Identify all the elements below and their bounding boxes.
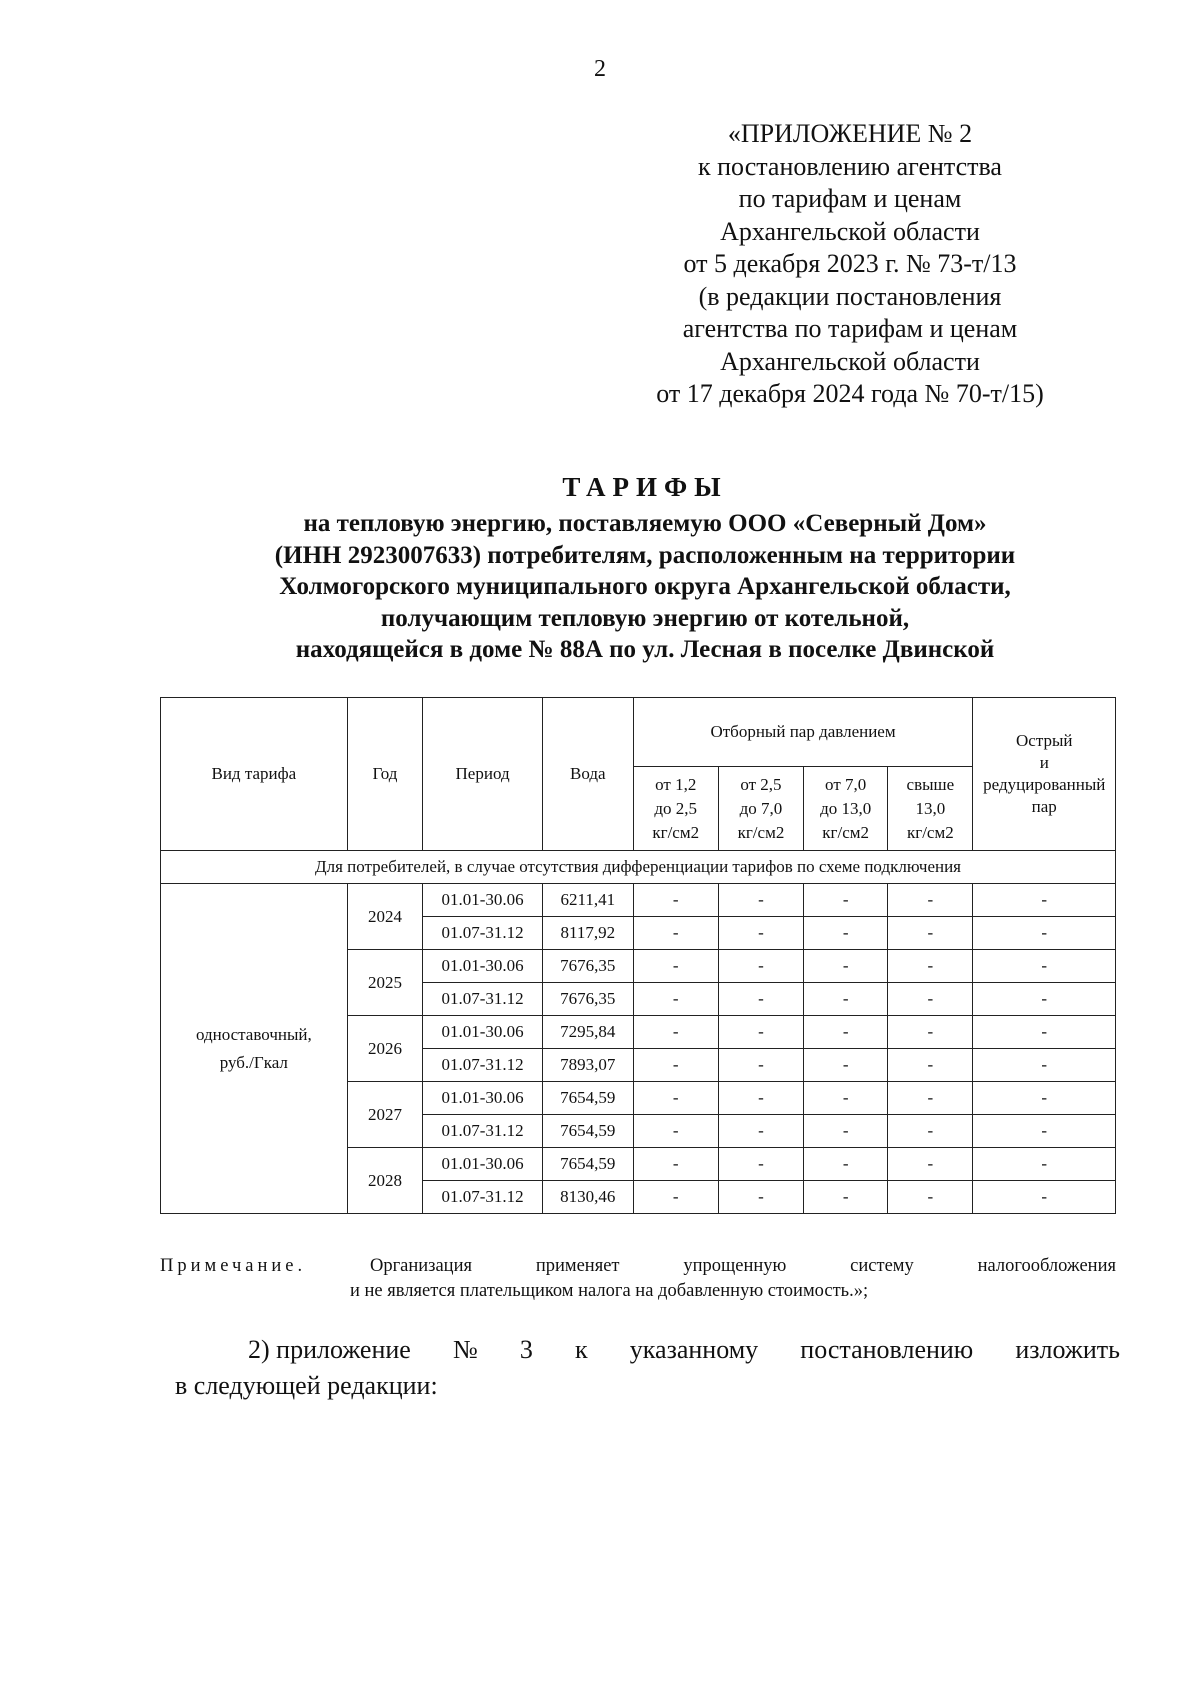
appendix-line: от 17 декабря 2024 года № 70-т/15) bbox=[656, 379, 1044, 408]
appendix-line: от 5 декабря 2023 г. № 73-т/13 bbox=[683, 249, 1017, 278]
header-steam-range-3 bbox=[804, 767, 888, 851]
steam-cell: - bbox=[888, 1181, 973, 1214]
appendix-line: к постановлению агентства bbox=[698, 151, 1002, 181]
header-tariff-type: Вид тарифа bbox=[161, 698, 348, 851]
item-word: к bbox=[575, 1335, 588, 1364]
sharp-steam-cell: - bbox=[973, 1115, 1116, 1148]
steam-cell: - bbox=[888, 1082, 973, 1115]
steam-cell: - bbox=[888, 884, 973, 917]
note-word: упрощенную bbox=[683, 1256, 787, 1276]
water-cell: 8130,46 bbox=[542, 1181, 633, 1214]
header-sharp-line: редуцированный bbox=[983, 775, 1106, 794]
subtitle-line: Холмогорского муниципального округа Архангельской области, bbox=[279, 573, 1011, 600]
page-number: 2 bbox=[594, 56, 606, 82]
steam-cell: - bbox=[633, 884, 718, 917]
appendix-header bbox=[620, 118, 1080, 411]
range-line: кг/см2 bbox=[652, 822, 700, 842]
year-cell: 2028 bbox=[347, 1148, 423, 1214]
period-cell: 01.07-31.12 bbox=[423, 1181, 543, 1214]
sharp-steam-cell: - bbox=[973, 1148, 1116, 1181]
steam-cell: - bbox=[804, 1181, 888, 1214]
subtitle-line: находящейся в доме № 88А по ул. Лесная в поселке Двинской bbox=[295, 636, 995, 663]
sharp-steam-cell: - bbox=[973, 1016, 1116, 1049]
item-paragraph bbox=[175, 1332, 1120, 1404]
tariff-type-cell bbox=[161, 884, 348, 1214]
section-label: Для потребителей, в случае отсутствия дифференциации тарифов по схеме подключения bbox=[161, 851, 1116, 884]
steam-cell: - bbox=[804, 884, 888, 917]
steam-cell: - bbox=[888, 983, 973, 1016]
steam-cell: - bbox=[633, 1148, 718, 1181]
subtitle-line: на тепловую энергию, поставляемую ООО «Северный Дом» bbox=[303, 510, 987, 537]
header-sharp-line: Острый bbox=[1016, 731, 1073, 750]
steam-cell: - bbox=[888, 917, 973, 950]
sharp-steam-cell: - bbox=[973, 1181, 1116, 1214]
steam-cell: - bbox=[718, 1016, 803, 1049]
item-word: № bbox=[452, 1335, 478, 1364]
steam-cell: - bbox=[804, 1049, 888, 1082]
range-line: до 2,5 bbox=[654, 798, 698, 818]
water-cell: 6211,41 bbox=[542, 884, 633, 917]
range-line: кг/см2 bbox=[906, 822, 954, 842]
period-cell: 01.07-31.12 bbox=[423, 1115, 543, 1148]
header-steam-range-2 bbox=[718, 767, 803, 851]
water-cell: 7893,07 bbox=[542, 1049, 633, 1082]
steam-cell: - bbox=[633, 1115, 718, 1148]
note-label: Примечание. bbox=[160, 1256, 307, 1276]
range-line: от 2,5 bbox=[740, 774, 782, 794]
water-cell: 7654,59 bbox=[542, 1115, 633, 1148]
period-cell: 01.01-30.06 bbox=[423, 884, 543, 917]
tariff-type-line: руб./Гкал bbox=[219, 1052, 288, 1072]
header-steam: Отборный пар давлением bbox=[633, 698, 973, 767]
steam-cell: - bbox=[633, 917, 718, 950]
water-cell: 7654,59 bbox=[542, 1082, 633, 1115]
water-cell: 7676,35 bbox=[542, 983, 633, 1016]
steam-cell: - bbox=[633, 983, 718, 1016]
steam-cell: - bbox=[804, 1115, 888, 1148]
steam-cell: - bbox=[804, 983, 888, 1016]
steam-cell: - bbox=[633, 1049, 718, 1082]
header-period: Период bbox=[423, 698, 543, 851]
note-word: применяет bbox=[535, 1256, 620, 1276]
range-line: 13,0 bbox=[915, 798, 946, 818]
steam-cell: - bbox=[718, 1049, 803, 1082]
document-subtitle bbox=[150, 508, 1140, 666]
period-cell: 01.01-30.06 bbox=[423, 950, 543, 983]
subtitle-line: (ИНН 2923007633) потребителям, расположенным на территории bbox=[274, 541, 1016, 569]
water-cell: 7295,84 bbox=[542, 1016, 633, 1049]
note-word: Организация bbox=[369, 1256, 472, 1276]
range-line: свыше bbox=[906, 774, 955, 794]
steam-cell: - bbox=[633, 950, 718, 983]
period-cell: 01.01-30.06 bbox=[423, 1082, 543, 1115]
range-line: до 7,0 bbox=[739, 798, 783, 818]
steam-cell: - bbox=[718, 917, 803, 950]
steam-cell: - bbox=[804, 1148, 888, 1181]
header-sharp-line: пар bbox=[1031, 797, 1057, 816]
steam-cell: - bbox=[718, 884, 803, 917]
sharp-steam-cell: - bbox=[973, 1082, 1116, 1115]
document-title: ТАРИФЫ bbox=[562, 472, 728, 502]
steam-cell: - bbox=[633, 1016, 718, 1049]
header-sharp-steam bbox=[973, 698, 1116, 851]
item-word: указанному bbox=[629, 1335, 759, 1364]
tariff-type-line: одноставочный, bbox=[195, 1024, 312, 1044]
steam-cell: - bbox=[633, 1181, 718, 1214]
note-block bbox=[160, 1254, 1116, 1304]
sharp-steam-cell: - bbox=[973, 884, 1116, 917]
steam-cell: - bbox=[888, 1115, 973, 1148]
steam-cell: - bbox=[718, 1115, 803, 1148]
steam-cell: - bbox=[888, 950, 973, 983]
subtitle-line: получающим тепловую энергию от котельной, bbox=[380, 604, 910, 632]
steam-cell: - bbox=[718, 1181, 803, 1214]
header-water: Вода bbox=[542, 698, 633, 851]
steam-cell: - bbox=[718, 1082, 803, 1115]
appendix-line: по тарифам и ценам bbox=[738, 184, 962, 213]
year-cell: 2027 bbox=[347, 1082, 423, 1148]
year-cell: 2025 bbox=[347, 950, 423, 1016]
period-cell: 01.07-31.12 bbox=[423, 1049, 543, 1082]
item-word: 2) приложение bbox=[248, 1335, 411, 1364]
item-line bbox=[175, 1332, 1120, 1368]
steam-cell: - bbox=[804, 917, 888, 950]
note-line: и не является плательщиком налога на добавленную стоимость.»; bbox=[350, 1281, 869, 1301]
range-line: до 13,0 bbox=[820, 798, 872, 818]
steam-cell: - bbox=[804, 1082, 888, 1115]
item-line: в следующей редакции: bbox=[175, 1371, 438, 1400]
steam-cell: - bbox=[804, 1016, 888, 1049]
item-word: 3 bbox=[519, 1335, 533, 1364]
water-cell: 7654,59 bbox=[542, 1148, 633, 1181]
period-cell: 01.01-30.06 bbox=[423, 1016, 543, 1049]
note-word: систему bbox=[850, 1256, 914, 1276]
sharp-steam-cell: - bbox=[973, 917, 1116, 950]
range-line: кг/см2 bbox=[737, 822, 785, 842]
header-steam-range-4 bbox=[888, 767, 973, 851]
steam-cell: - bbox=[633, 1082, 718, 1115]
year-cell: 2026 bbox=[347, 1016, 423, 1082]
period-cell: 01.07-31.12 bbox=[423, 917, 543, 950]
steam-cell: - bbox=[888, 1049, 973, 1082]
note-line bbox=[160, 1254, 1116, 1279]
steam-cell: - bbox=[888, 1016, 973, 1049]
appendix-line: Архангельской области bbox=[720, 346, 980, 376]
sharp-steam-cell: - bbox=[973, 1049, 1116, 1082]
item-word: постановлению bbox=[800, 1335, 974, 1364]
table-row bbox=[161, 884, 1116, 917]
range-line: от 1,2 bbox=[655, 774, 697, 794]
item-word: изложить bbox=[1015, 1335, 1120, 1364]
header-sharp-line: и bbox=[1039, 753, 1049, 772]
header-steam-range-1 bbox=[633, 767, 718, 851]
range-line: кг/см2 bbox=[822, 822, 870, 842]
steam-cell: - bbox=[718, 983, 803, 1016]
period-cell: 01.01-30.06 bbox=[423, 1148, 543, 1181]
appendix-line: (в редакции постановления bbox=[698, 281, 1002, 311]
appendix-line: «ПРИЛОЖЕНИЕ № 2 bbox=[727, 119, 973, 148]
range-line: от 7,0 bbox=[825, 774, 867, 794]
steam-cell: - bbox=[718, 950, 803, 983]
appendix-line: агентства по тарифам и ценам bbox=[682, 314, 1018, 343]
water-cell: 8117,92 bbox=[542, 917, 633, 950]
year-cell: 2024 bbox=[347, 884, 423, 950]
appendix-line: Архангельской области bbox=[720, 216, 980, 246]
sharp-steam-cell: - bbox=[973, 983, 1116, 1016]
steam-cell: - bbox=[718, 1148, 803, 1181]
period-cell: 01.07-31.12 bbox=[423, 983, 543, 1016]
sharp-steam-cell: - bbox=[973, 950, 1116, 983]
note-word: налогообложения bbox=[977, 1256, 1116, 1276]
tariff-table bbox=[160, 697, 1116, 1214]
header-year: Год bbox=[347, 698, 423, 851]
water-cell: 7676,35 bbox=[542, 950, 633, 983]
steam-cell: - bbox=[804, 950, 888, 983]
steam-cell: - bbox=[888, 1148, 973, 1181]
